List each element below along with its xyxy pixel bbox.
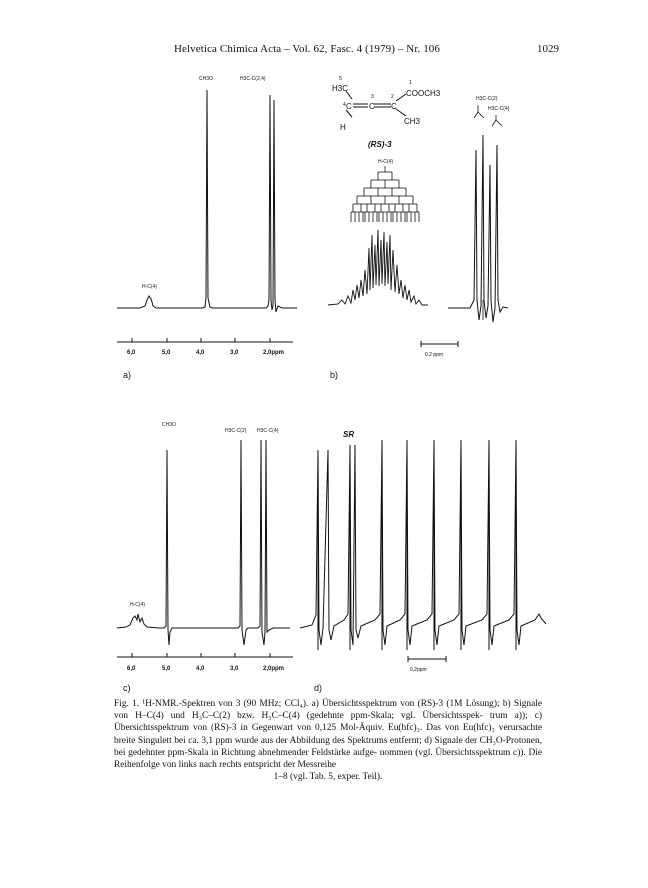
peak-label: H3C-C(4) bbox=[257, 428, 279, 434]
spectrum-trace-b-right bbox=[448, 135, 508, 322]
chem-num: 3 bbox=[371, 94, 374, 100]
spectrum-trace-b-left bbox=[328, 230, 428, 305]
chem-num: 2 bbox=[391, 94, 394, 100]
peak-label: CH3O bbox=[199, 76, 213, 82]
tick-label: 4,0 bbox=[196, 666, 205, 672]
peak-label: H3C-C(4) bbox=[488, 106, 510, 112]
tick-label: 3,0 bbox=[230, 350, 239, 356]
tick-label: 4,0 bbox=[196, 350, 205, 356]
peak-label: H3C-C(2) bbox=[225, 428, 247, 434]
tick-label: 6,0 bbox=[127, 666, 136, 672]
panel-label-d: d) bbox=[314, 683, 323, 693]
caption-line: trum a)); c) Übersichtsspektrum von (RS)-3 in Gegenwart von 0,125 Mol-Äquiv. Eu(hfc)₃. Das von bbox=[114, 711, 543, 734]
scale-label: 0,2 ppm bbox=[425, 352, 444, 358]
panel-label-b: b) bbox=[330, 370, 339, 380]
chem-h: H bbox=[340, 123, 346, 132]
tick-label: 6,0 bbox=[127, 350, 136, 356]
chem-num: 4 bbox=[343, 102, 346, 108]
peak-label: CH3O bbox=[162, 422, 176, 428]
chem-h3c: H3C bbox=[332, 84, 349, 93]
tick-label: 2,0ppm bbox=[263, 350, 285, 356]
panel-label-a: a) bbox=[123, 370, 132, 380]
chem-c3: C bbox=[369, 102, 375, 111]
caption-line: b) Signale von H–C(4) und H₃C–C(2) bzw. H₃C–C(4) (gedehnte ppm-Skala; vgl. Übersichtsspek- bbox=[114, 699, 542, 722]
chem-cooch3: COOCH3 bbox=[406, 89, 441, 98]
peak-label: H-C(4) bbox=[378, 159, 393, 165]
spectrum-trace-d bbox=[300, 440, 546, 645]
peak-label: H3C-C(2,4) bbox=[240, 76, 266, 82]
chem-num: 1 bbox=[409, 80, 412, 86]
caption-line: d) Signale der CH₃O-Protonen, bei gedehnter ppm-Skala in Richtung abnehmender Feldstärke aufge- bbox=[114, 735, 542, 758]
tick-label: 5,0 bbox=[162, 666, 171, 672]
splitting-tree bbox=[351, 166, 419, 222]
tick-label: 5,0 bbox=[162, 350, 171, 356]
spectrum-panel-d bbox=[300, 430, 546, 693]
scale-bar-d bbox=[408, 656, 446, 662]
tick-label: 3,0 bbox=[230, 666, 239, 672]
caption-line: nommen (vgl. Übersichtsspektrum c)). Die Reihenfolge von links nach rechts entspricht der Messreihe bbox=[114, 747, 543, 771]
spectrum-panel-c bbox=[117, 422, 293, 693]
tick-label: 2,0ppm bbox=[263, 666, 285, 672]
panel-label-c: c) bbox=[123, 683, 131, 693]
chem-ch3: CH3 bbox=[404, 117, 421, 126]
spectrum-trace-a bbox=[117, 90, 297, 312]
scale-label: 0,2ppm bbox=[410, 667, 427, 673]
peak-label: H3C-C(2) bbox=[476, 96, 498, 102]
chemical-structure bbox=[346, 91, 406, 117]
scale-bar-b bbox=[421, 341, 458, 347]
page-number: 1029 bbox=[537, 43, 559, 55]
caption-line: Fig. 1. ¹H-NMR.-Spektren von 3 (90 MHz; CCl₄). a) Übersichtsspektrum von (RS)-3 (1M Lösung); bbox=[114, 699, 500, 709]
spectrum-panel-a bbox=[117, 76, 297, 380]
peak-label: H-C(4) bbox=[142, 284, 157, 290]
caption-line: Eu(hfc)₃ verursachte breite Singulett bei ca. 3,1 ppm wurde aus der Abbildung des Spektrums entfernt; bbox=[114, 723, 543, 746]
sr-label: SR bbox=[343, 430, 355, 439]
spectrum-panel-b bbox=[328, 76, 510, 380]
spectrum-trace-c bbox=[117, 440, 290, 645]
caption-line: 1–8 (vgl. Tab. 5, exper. Teil). bbox=[273, 772, 383, 783]
peak-label: H-C(4) bbox=[130, 602, 145, 608]
figure-caption bbox=[114, 698, 542, 783]
chem-c4: C bbox=[346, 102, 352, 111]
chem-c2: C bbox=[391, 102, 397, 111]
chem-num: 5 bbox=[339, 76, 342, 82]
running-head: Helvetica Chimica Acta – Vol. 62, Fasc. 4 (1979) – Nr. 106 bbox=[174, 43, 440, 55]
compound-label: (RS)-3 bbox=[368, 140, 392, 149]
